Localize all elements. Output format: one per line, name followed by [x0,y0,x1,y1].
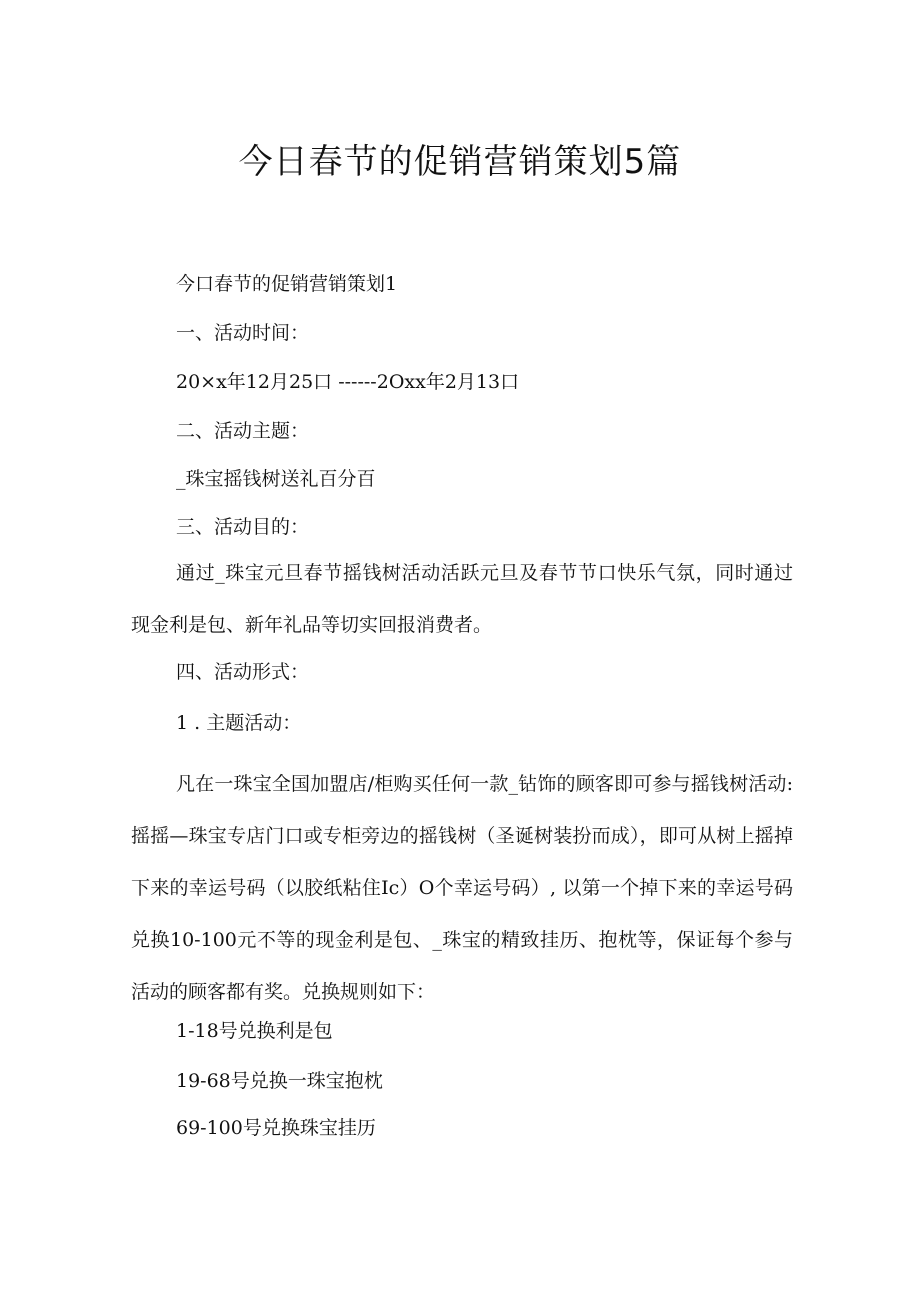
section4-heading: 四、活动形式： [176,661,310,683]
subtitle: 今口春节的促销营销策划1 [176,273,398,295]
section3-heading: 三、活动目的： [176,516,310,538]
rule-item: 69-100号兑换珠宝挂历 [176,1117,376,1139]
section2-heading: 二、活动主题： [176,420,310,442]
document-title: 今日春节的促销营销策划5篇 [238,142,682,182]
section3-content: 通过_珠宝元旦春节摇钱树活动活跃元旦及春节节口快乐气氛，同时通过现金利是包、新年礼品等切实回报消费者。 [131,562,793,636]
subsection1-heading: 1 . 主题活动： [176,712,302,734]
subsection1-content: 凡在一珠宝全国加盟店/柜购买任何一款_钻饰的顾客即可参与摇钱树活动: 摇摇—珠宝专店门口或专柜旁边的摇钱树（圣诞树装扮而成），即可从树上摇掉下来的幸运号码（以胶纸粘住Ic）O个幸运号码）, 以第一个掉下来的幸运号码兑换10-100元不等的现金利是包、_珠宝的精致挂历、抱枕等，保证每个参与活动的顾客都有奖。兑换规则如下： [131,773,793,1003]
rule-item: 1-18号兑换利是包 [176,1020,333,1042]
rule-item: 19-68号兑换一珠宝抱枕 [176,1070,383,1092]
section2-content: _珠宝摇钱树送礼百分百 [176,468,376,490]
section1-content: 20×x年12月25口 ------2Oxx年2月13口 [176,371,520,393]
section1-heading: 一、活动时间： [176,322,310,344]
